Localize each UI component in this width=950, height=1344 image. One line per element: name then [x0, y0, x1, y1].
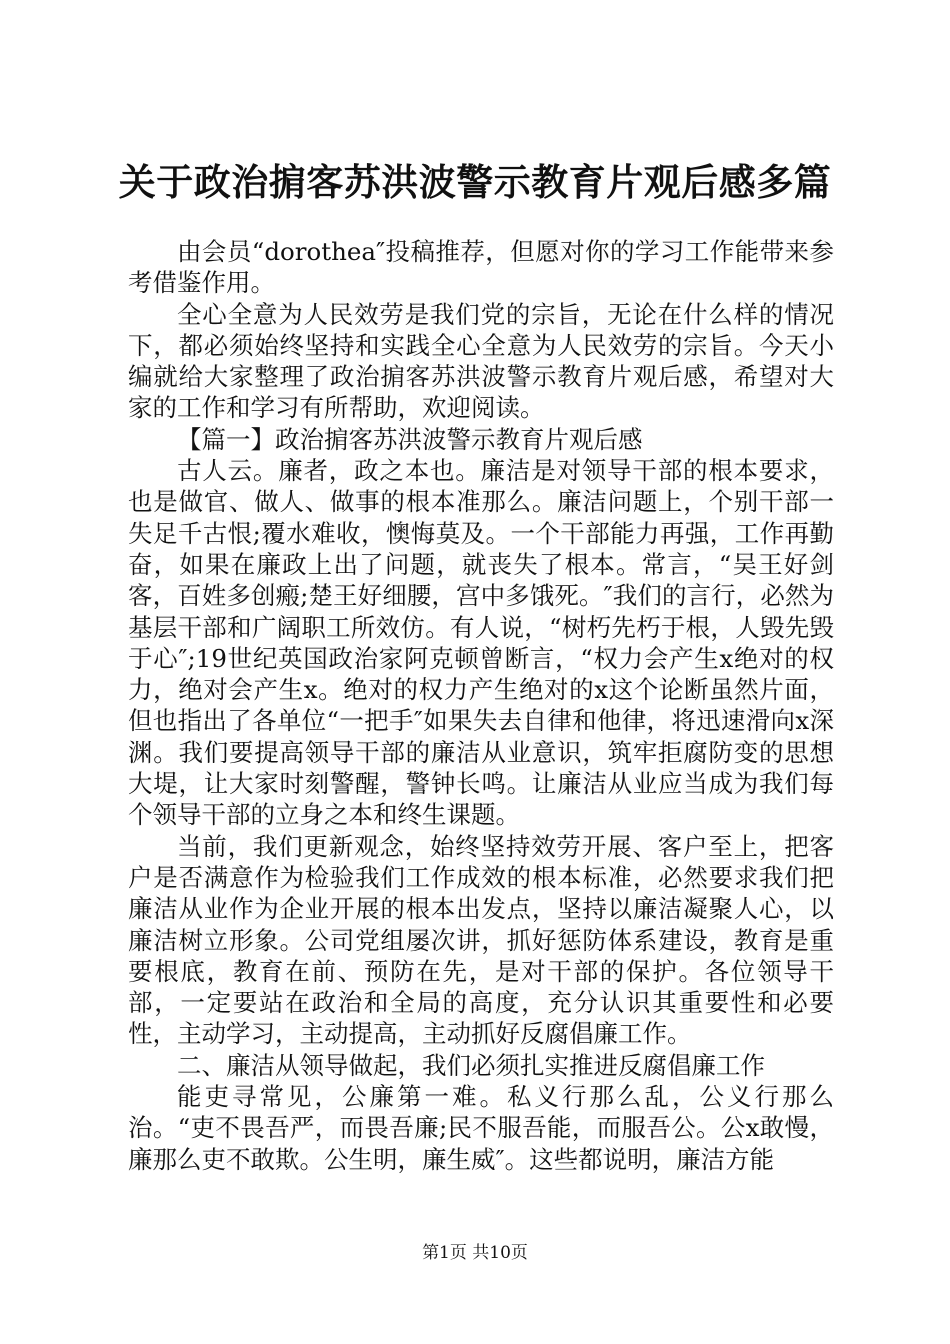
document-body: [128, 236, 834, 1175]
paragraph-intro: 由会员“dorothea″投稿推荐，但愿对你的学习工作能带来参考借鉴作用。: [128, 237, 834, 298]
page-number-footer: 第1页 共10页: [422, 1243, 528, 1263]
paragraph-preface: 全心全意为人民效劳是我们党的宗旨，无论在什么样的情况下，都必须始终坚持和实践全心全意为人民效劳的宗旨。今天小编就给大家整理了政治掮客苏洪波警示教育片观后感，希望对大家的工作和学习有所帮助，欢迎阅读。: [128, 299, 834, 423]
document-title: 关于政治掮客苏洪波警示教育片观后感多篇: [118, 160, 832, 204]
paragraph-current: 当前，我们更新观念，始终坚持效劳开展、客户至上，把客户是否满意作为检验我们工作成效的根本标准，必然要求我们把廉洁从业作为企业开展的根本出发点，坚持以廉洁凝聚人心，以廉洁树立形象。公司党组屡次讲，抓好惩防体系建设，教育是重要根底，教育在前、预防在先，是对干部的保护。各位领导干部，一定要站在政治和全局的高度，充分认识其重要性和必要性，主动学习，主动提高，主动抓好反腐倡廉工作。: [128, 831, 834, 1049]
section-heading-two: 二、廉洁从领导做起，我们必须扎实推进反腐倡廉工作: [177, 1050, 765, 1080]
paragraph-ancients: 古人云。廉者，政之本也。廉洁是对领导干部的根本要求，也是做官、做人、做事的根本准那么。廉洁问题上，个别干部一失足千古恨;覆水难收，懊悔莫及。一个干部能力再强，工作再勤奋，如果在廉政上出了问题，就丧失了根本。常言，“吴王好剑客，百姓多创瘢;楚王好细腰，宫中多饿死。″我们的言行，必然为基层干部和广阔职工所效仿。有人说，“树朽先朽于根，人毁先毁于心″;19世纪英国政治家阿克顿曾断言，“权力会产生x绝对的权力，绝对会产生x。绝对的权力产生绝对的x这个论断虽然片面，但也指出了各单位“一把手″如果失去自律和他律，将迅速滑向x深渊。我们要提高领导干部的廉洁从业意识，筑牢拒腐防变的思想大堤，让大家时刻警醒，警钟长鸣。让廉洁从业应当成为我们每个领导干部的立身之本和终生课题。: [128, 456, 834, 830]
paragraph-capable-officials: 能吏寻常见，公廉第一难。私义行那么乱，公义行那么治。“吏不畏吾严，而畏吾廉;民不服吾能，而服吾公。公x敢慢，廉那么吏不敢欺。公生明，廉生威″。这些都说明，廉洁方能: [128, 1082, 834, 1174]
section-heading-part-one: 【篇一】政治掮客苏洪波警示教育片观后感: [177, 424, 643, 454]
